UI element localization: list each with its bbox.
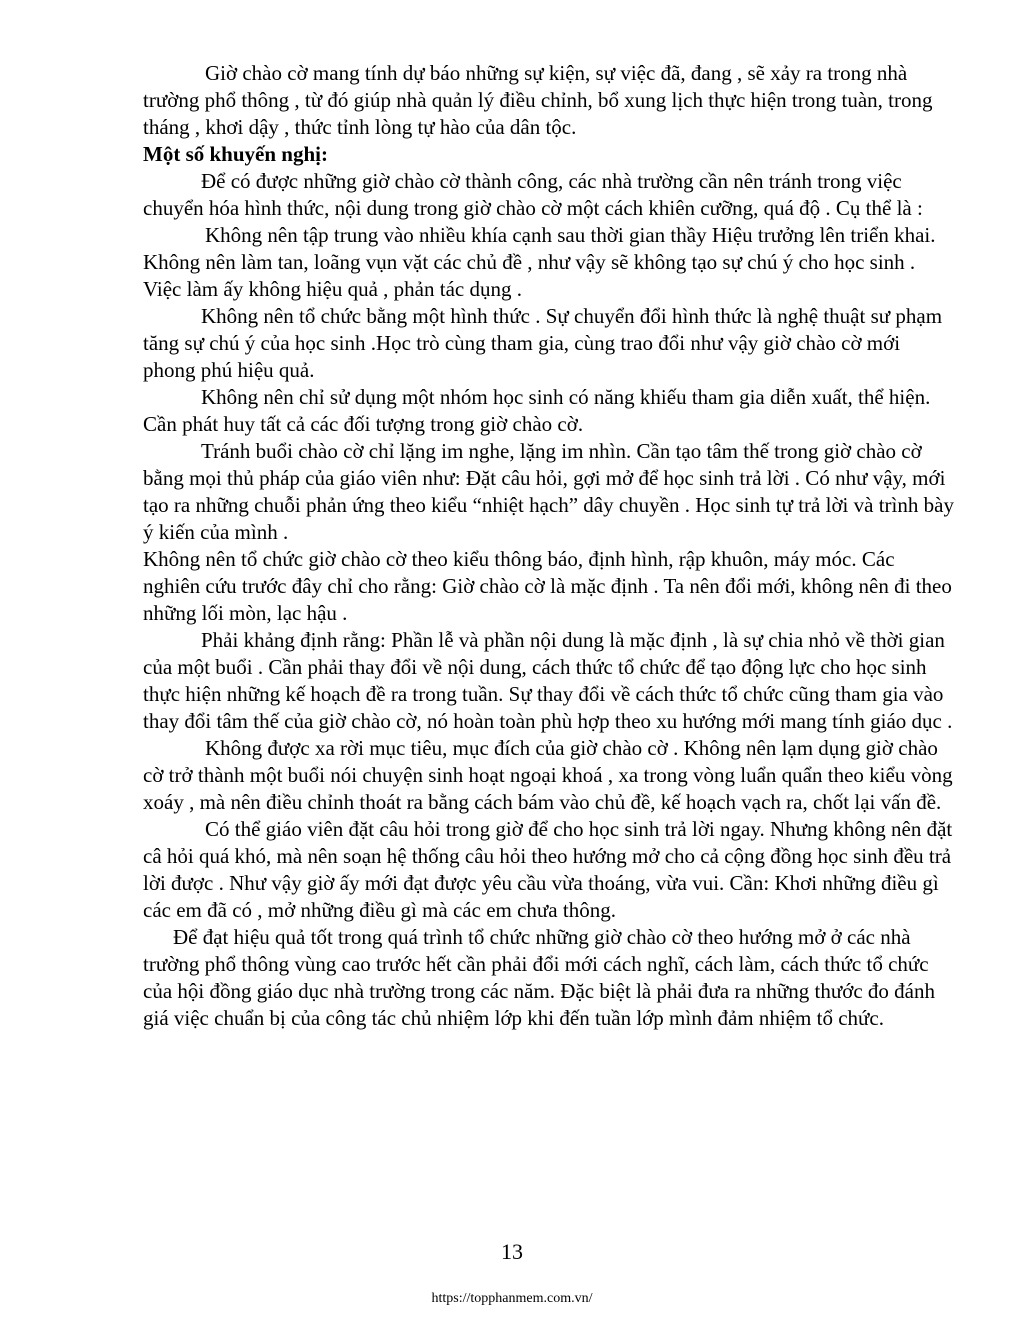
paragraph: Có thể giáo viên đặt câu hỏi trong giờ để cho học sinh trả lời ngay. Nhưng không nên đặt câ hỏi quá khó, mà nên soạn hệ thống câu hỏi theo hướng mở cho cả cộng đồng học sinh đều trả lời được . Như vậy giờ ấy mới đạt được yêu cầu vừa thoáng, vừa vui. Cần: Khơi những điều gì các em đã có , mở những điều gì mà các em chưa thông. bbox=[143, 817, 953, 922]
paragraph-conclusion: Để đạt hiệu quả tốt trong quá trình tổ chức những giờ chào cờ theo hướng mở ở các nhà trường phổ thông vùng cao trước hết cần phải đổi mới cách nghĩ, cách làm, cách thức tổ chức của hội đồng giáo dục nhà trường trong các năm. Đặc biệt là phải đưa ra những thước đo đánh giá việc chuẩn bị của công tác chủ nhiệm lớp khi đến tuần lớp mình đảm nhiệm tổ chức. bbox=[143, 925, 936, 1030]
body-text bbox=[143, 60, 955, 1032]
paragraph: Không nên chỉ sử dụng một nhóm học sinh có năng khiếu tham gia diễn xuất, thể hiện. Cần phát huy tất cả các đối tượng trong giờ chào cờ. bbox=[143, 385, 931, 436]
page-number: 13 bbox=[501, 1239, 523, 1264]
section-heading: Một số khuyến nghị: bbox=[143, 142, 328, 166]
paragraph: Không được xa rời mục tiêu, mục đích của giờ chào cờ . Không nên lạm dụng giờ chào cờ trở thành một buổi nói chuyện sinh hoạt ngoại khoá , xa trong vòng luẩn quẩn theo kiểu vòng xoáy , mà nên điều chỉnh thoát ra bằng cách bám vào chủ đề, kế hoạch vạch ra, chốt lại vấn đề. bbox=[143, 736, 953, 814]
paragraph: Phải khảng định rằng: Phần lễ và phần nội dung là mặc định , là sự chia nhỏ về thời gian của một buổi . Cần phải thay đổi về nội dung, cách thức tổ chức để tạo động lực cho học sinh thực hiện những kế hoạch đề ra trong tuần. Sự thay đổi về cách thức tổ chức cũng tham gia vào thay đổi tâm thế của giờ chào cờ, nó hoàn toàn phù hợp theo xu hướng mới mang tính giáo dục . bbox=[143, 628, 953, 733]
paragraph-intro: Giờ chào cờ mang tính dự báo những sự kiện, sự việc đã, đang , sẽ xảy ra trong nhà trường phổ thông , từ đó giúp nhà quản lý điều chỉnh, bổ xung lịch thực hiện trong tuàn, trong tháng , khơi dậy , thức tỉnh lòng tự hào của dân tộc. bbox=[143, 61, 933, 139]
paragraph: Không nên tổ chức giờ chào cờ theo kiểu thông báo, định hình, rập khuôn, máy móc. Các nghiên cứu trước đây chỉ cho rằng: Giờ chào cờ là mặc định . Ta nên đổi mới, không nên đi theo những lối mòn, lạc hậu . bbox=[143, 547, 952, 625]
paragraph: Tránh buổi chào cờ chỉ lặng im nghe, lặng im nhìn. Cần tạo tâm thế trong giờ chào cờ bằng mọi thủ pháp của giáo viên như: Đặt câu hỏi, gợi mở để học sinh trả lời . Có như vậy, mới tạo ra những chuỗi phản ứng theo kiểu “nhiệt hạch” dây chuyền . Học sinh tự trả lời và trình bày ý kiến của mình . bbox=[143, 439, 954, 544]
paragraph: Để có được những giờ chào cờ thành công, các nhà trường cần nên tránh trong việc chuyển hóa hình thức, nội dung trong giờ chào cờ một cách khiên cưỡng, quá độ . Cụ thể là : bbox=[143, 169, 923, 220]
paragraph: Không nên tập trung vào nhiều khía cạnh sau thời gian thầy Hiệu trưởng lên triển khai. Không nên làm tan, loãng vụn vặt các chủ đề , như vậy sẽ không tạo sự chú ý cho học sinh . Việc làm ấy không hiệu quả , phản tác dụng . bbox=[143, 223, 936, 301]
paragraph: Không nên tổ chức bằng một hình thức . Sự chuyển đổi hình thức là nghệ thuật sư phạm tăng sự chú ý của học sinh .Học trò cùng tham gia, cùng trao đổi như vậy giờ chào cờ mới phong phú hiệu quả. bbox=[143, 304, 943, 382]
footer-url[interactable]: https://topphanmem.com.vn/ bbox=[431, 1291, 593, 1306]
